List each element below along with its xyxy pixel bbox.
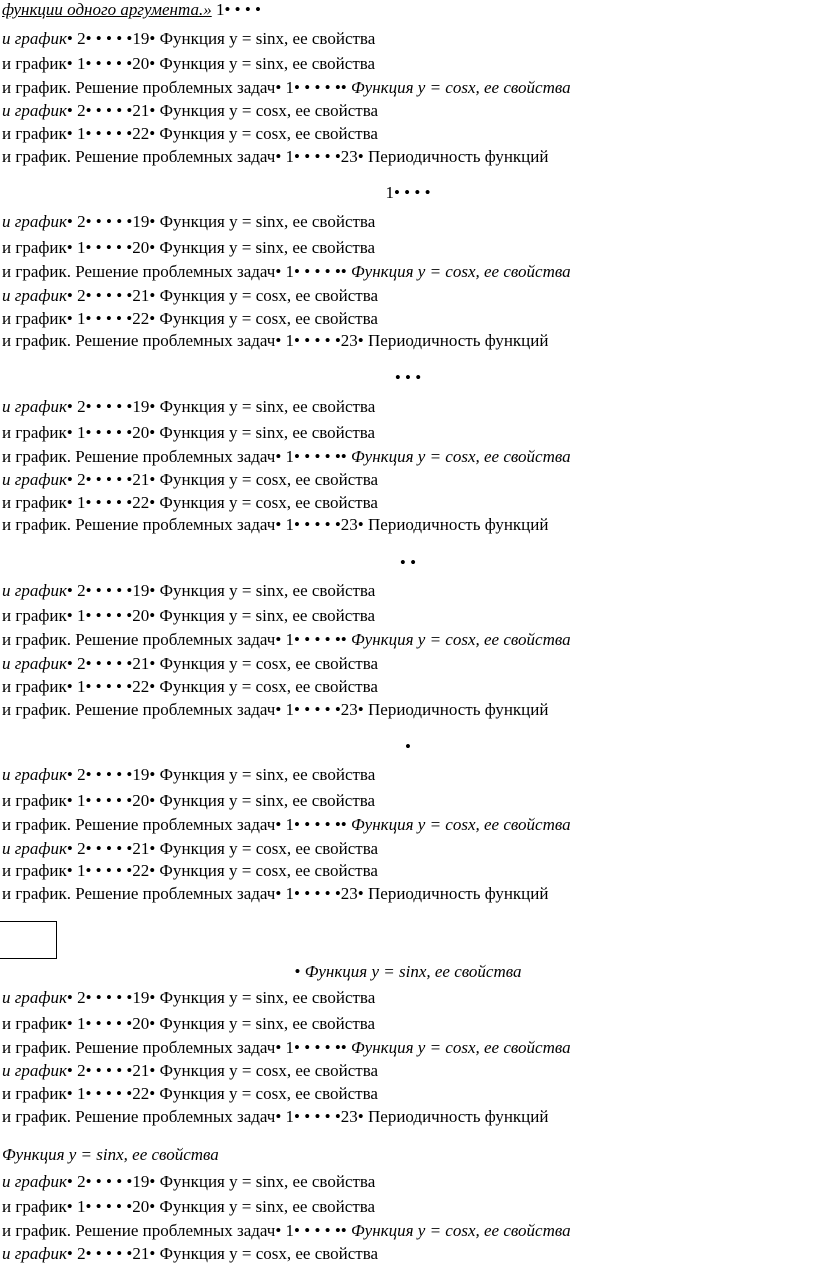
separator-line: • Функция y = sinx, ее свойства: [294, 962, 522, 981]
section-heading: Функция y = sinx, ее свойства: [2, 1145, 219, 1164]
text-line: и график• 2• • • • •21• Функция y = cosx, ее свойства: [2, 286, 379, 305]
text-line: и график• 1• • • • •20• Функция y = sinx, ее свойства: [2, 54, 376, 73]
text-line: и график• 2• • • • •21• Функция y = cosx, ее свойства: [2, 1061, 379, 1080]
text-line: и график. Решение проблемных задач• 1• • • • •23• Периодичность функций: [2, 331, 549, 350]
text-line: и график• 2• • • • •19• Функция y = sinx, ее свойства: [2, 581, 376, 600]
text-line: и график. Решение проблемных задач• 1• • • • •23• Периодичность функций: [2, 884, 549, 903]
text-line: и график• 2• • • • •19• Функция y = sinx, ее свойства: [2, 765, 376, 784]
text-line: и график. Решение проблемных задач• 1• • • • •23• Периодичность функций: [2, 700, 549, 719]
text-line: и график• 2• • • • •21• Функция y = cosx, ее свойства: [2, 101, 379, 120]
text-line: и график• 1• • • • •20• Функция y = sinx, ее свойства: [2, 606, 376, 625]
text-line: и график• 2• • • • •21• Функция y = cosx, ее свойства: [2, 654, 379, 673]
title-tail: 1• • • •: [211, 0, 262, 19]
text-line: и график• 1• • • • •22• Функция y = cosx, ее свойства: [2, 309, 378, 328]
text-line: и график• 1• • • • •22• Функция y = cosx, ее свойства: [2, 1084, 378, 1103]
text-line: и график• 1• • • • •20• Функция y = sinx, ее свойства: [2, 791, 376, 810]
text-line: и график• 1• • • • •22• Функция y = cosx, ее свойства: [2, 493, 378, 512]
text-line: и график• 1• • • • •20• Функция y = sinx, ее свойства: [2, 423, 376, 442]
title-line: [2, 0, 261, 20]
text-line: и график• 2• • • • •19• Функция y = sinx, ее свойства: [2, 212, 376, 231]
separator-line: • • •: [394, 368, 422, 387]
text-line: и график• 2• • • • •19• Функция y = sinx, ее свойства: [2, 1172, 376, 1191]
separator-line: • •: [399, 553, 417, 572]
text-line: и график• 1• • • • •22• Функция y = cosx, ее свойства: [2, 124, 378, 143]
text-line: и график• 1• • • • •20• Функция y = sinx, ее свойства: [2, 1197, 376, 1216]
text-line: и график. Решение проблемных задач• 1• • • • •• Функция y = cosx, ее свойства: [2, 78, 571, 97]
text-line: и график• 1• • • • •20• Функция y = sinx, ее свойства: [2, 238, 376, 257]
text-line: и график• 2• • • • •19• Функция y = sinx, ее свойства: [2, 397, 376, 416]
text-line: и график. Решение проблемных задач• 1• • • • •• Функция y = cosx, ее свойства: [2, 815, 571, 834]
text-line: и график. Решение проблемных задач• 1• • • • •• Функция y = cosx, ее свойства: [2, 1221, 571, 1240]
text-line: и график. Решение проблемных задач• 1• • • • •23• Периодичность функций: [2, 515, 549, 534]
text-line: и график. Решение проблемных задач• 1• • • • •• Функция y = cosx, ее свойства: [2, 630, 571, 649]
separator-line: 1• • • •: [385, 183, 431, 202]
text-line: и график. Решение проблемных задач• 1• • • • •23• Периодичность функций: [2, 147, 549, 166]
text-line: и график. Решение проблемных задач• 1• • • • •23• Периодичность функций: [2, 1107, 549, 1126]
text-line: и график• 2• • • • •21• Функция y = cosx, ее свойства: [2, 1244, 379, 1263]
title-text: функции одного аргумента.»: [2, 0, 212, 19]
text-line: и график• 1• • • • •22• Функция y = cosx, ее свойства: [2, 861, 378, 880]
text-line: и график. Решение проблемных задач• 1• • • • •• Функция y = cosx, ее свойства: [2, 447, 571, 466]
separator-line: •: [405, 737, 411, 756]
text-line: и график• 2• • • • •19• Функция y = sinx, ее свойства: [2, 988, 376, 1007]
text-line: и график. Решение проблемных задач• 1• • • • •• Функция y = cosx, ее свойства: [2, 262, 571, 281]
text-line: и график. Решение проблемных задач• 1• • • • •• Функция y = cosx, ее свойства: [2, 1038, 571, 1057]
text-line: и график• 2• • • • •19• Функция y = sinx, ее свойства: [2, 29, 376, 48]
empty-box: [0, 921, 57, 959]
text-line: и график• 2• • • • •21• Функция y = cosx, ее свойства: [2, 470, 379, 489]
text-line: и график• 2• • • • •21• Функция y = cosx, ее свойства: [2, 839, 379, 858]
text-line: и график• 1• • • • •20• Функция y = sinx, ее свойства: [2, 1014, 376, 1033]
text-line: и график• 1• • • • •22• Функция y = cosx, ее свойства: [2, 677, 378, 696]
